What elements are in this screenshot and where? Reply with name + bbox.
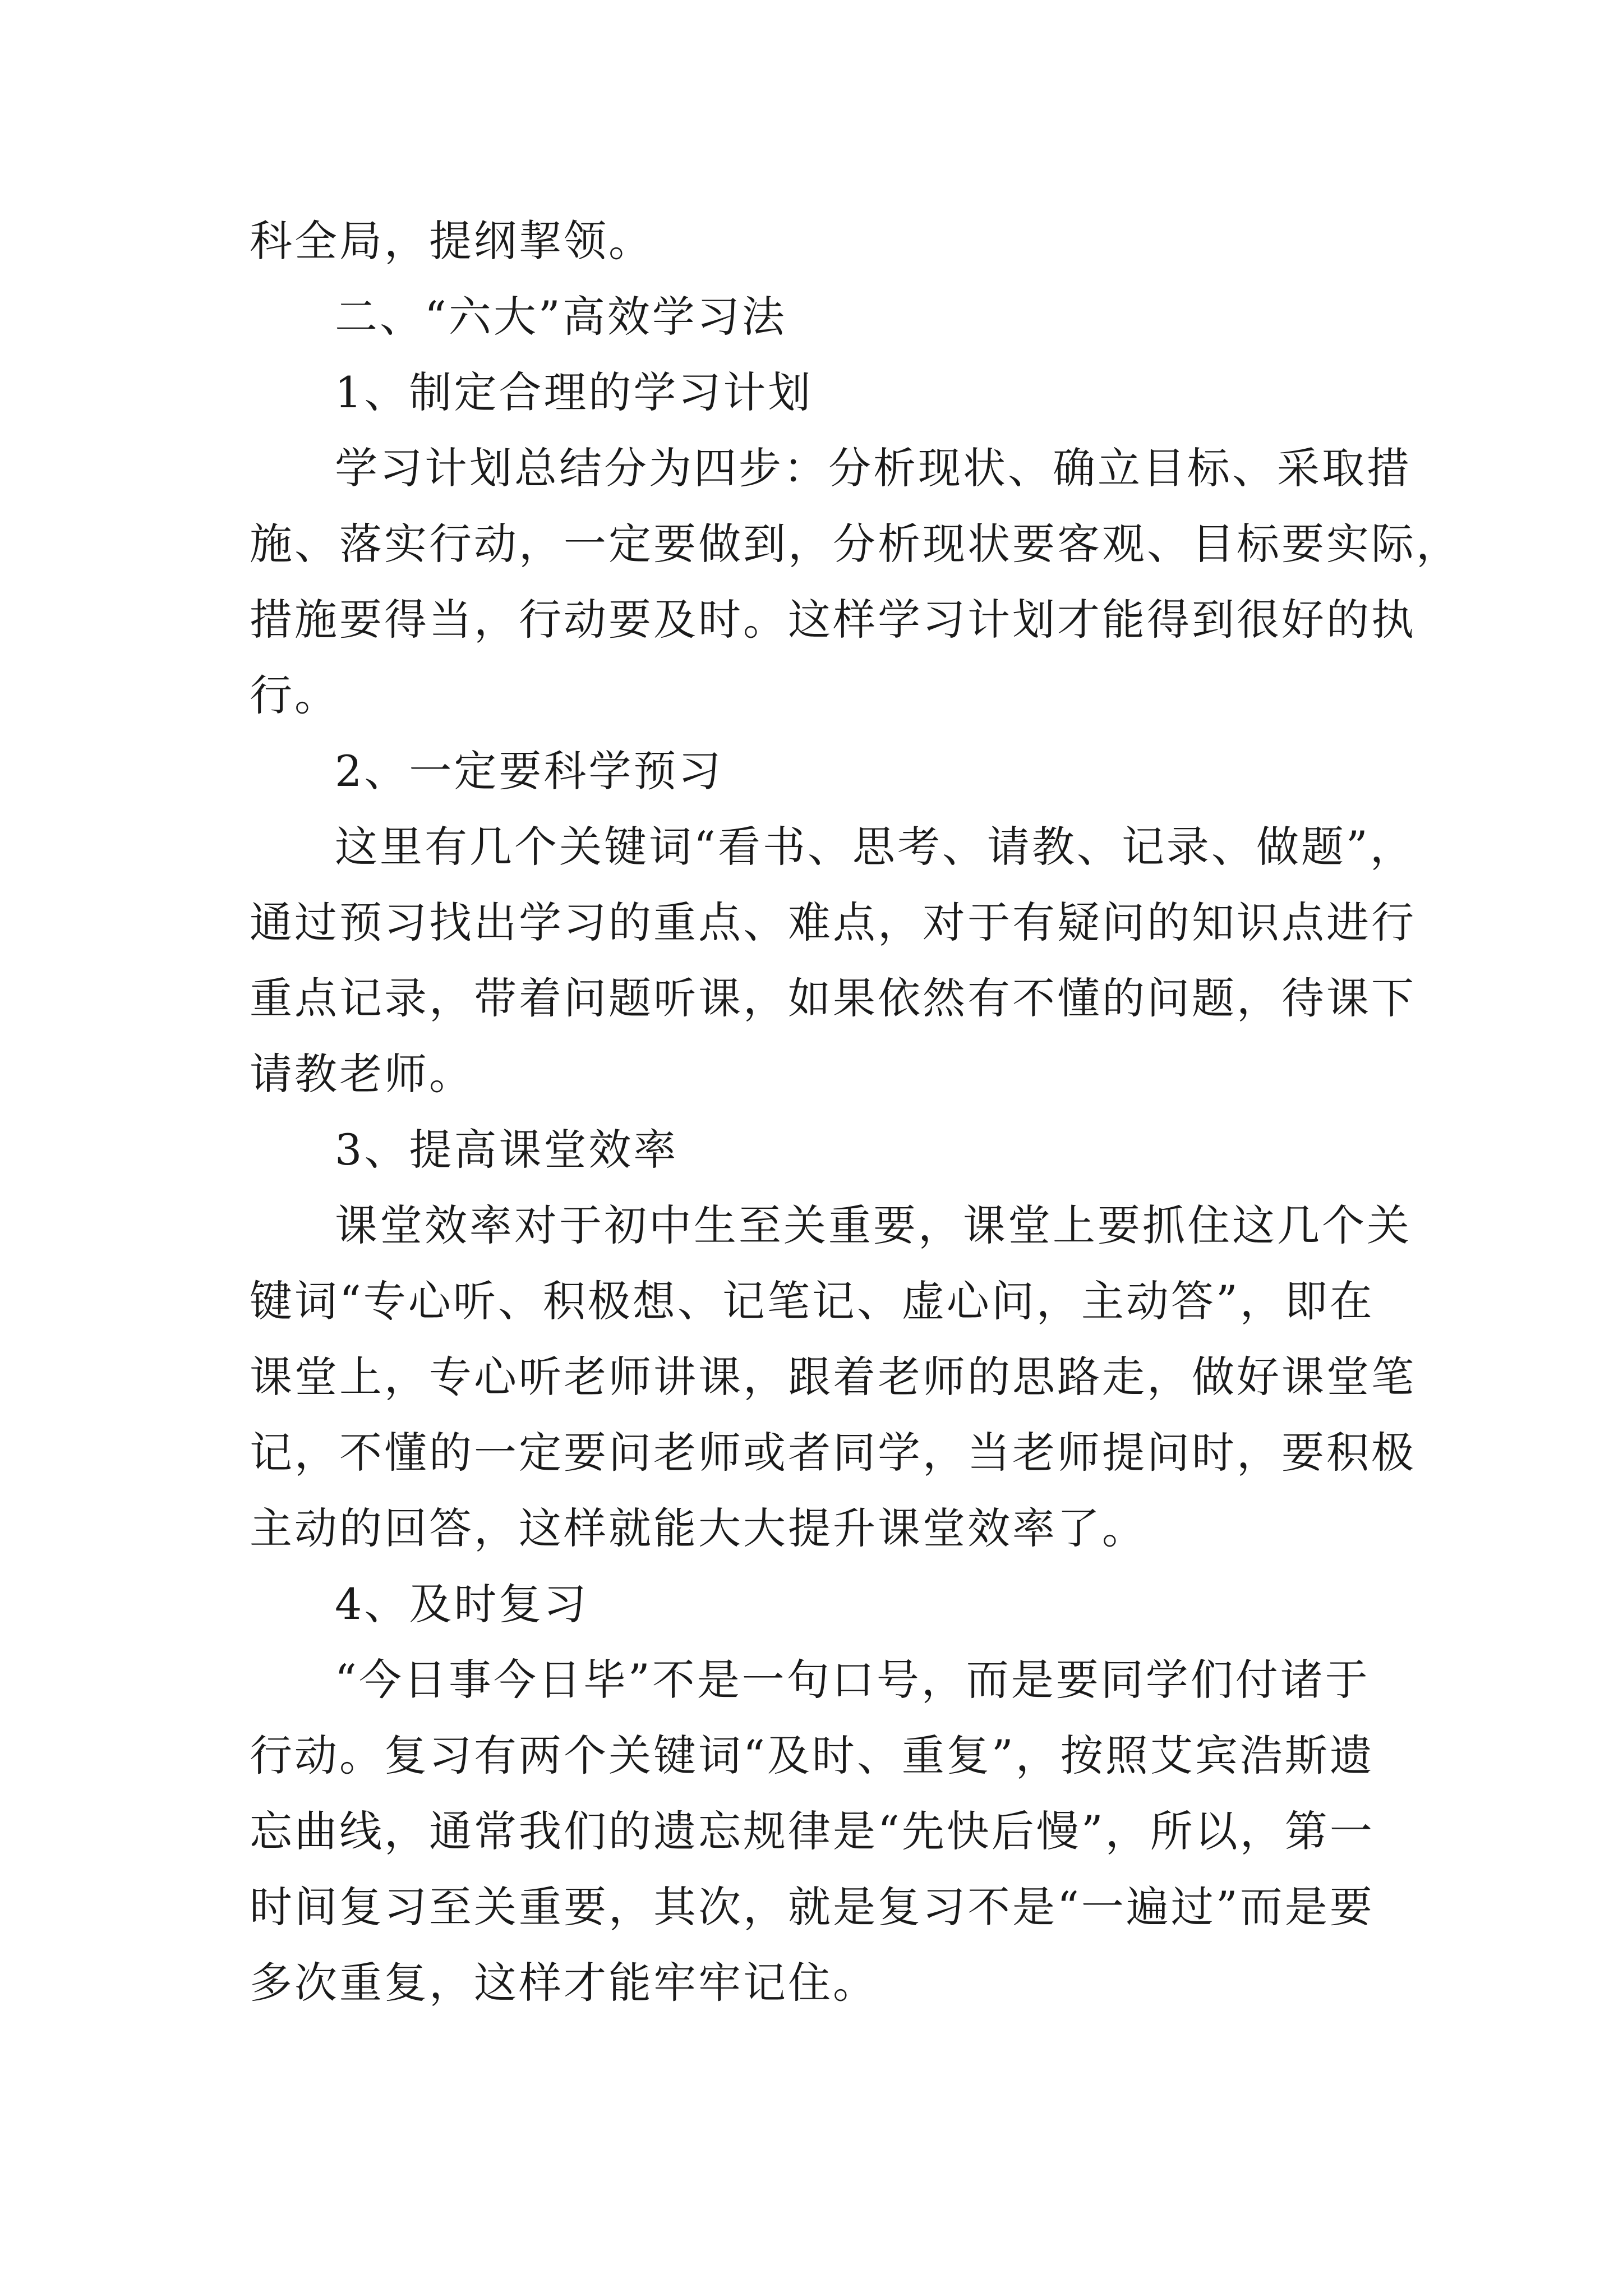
text-line: 忘曲线，通常我们的遗忘规律是“先快后慢”，所以，第一 xyxy=(250,1806,1375,1856)
text-line: 行动。复习有两个关键词“及时、重复”，按照艾宾浩斯遗 xyxy=(250,1731,1375,1780)
text-line: 多次重复，这样才能牢牢记住。 xyxy=(250,1958,878,2008)
subheading: 1、制定合理的学习计划 xyxy=(335,367,813,417)
text-line: 通过预习找出学习的重点、难点，对于有疑问的知识点进行 xyxy=(250,898,1416,947)
subheading: 3、提高课堂效率 xyxy=(335,1125,679,1175)
text-line: 请教老师。 xyxy=(250,1049,474,1099)
text-line: 行。 xyxy=(250,670,339,720)
subheading: 4、及时复习 xyxy=(335,1579,589,1629)
subheading: 2、一定要科学预习 xyxy=(335,746,723,796)
text-line: 科全局，提纲挈领。 xyxy=(250,216,653,266)
text-line: 课堂上，专心听老师讲课，跟着老师的思路走，做好课堂笔 xyxy=(250,1352,1416,1402)
text-line: 记，不懂的一定要问老师或者同学，当老师提问时，要积极 xyxy=(250,1428,1416,1478)
text-line: 时间复习至关重要，其次，就是复习不是“一遍过”而是要 xyxy=(250,1882,1375,1932)
text-line: 学习计划总结分为四步：分析现状、确立目标、采取措 xyxy=(335,443,1412,493)
document-body xyxy=(250,203,1461,2021)
text-line: 主动的回答，这样就能大大提升课堂效率了。 xyxy=(250,1503,1147,1553)
text-line: “今日事今日毕”不是一句口号，而是要同学们付诸于 xyxy=(335,1655,1370,1705)
text-line: 重点记录，带着问题听课，如果依然有不懂的问题，待课下 xyxy=(250,973,1416,1023)
text-line: 键词“专心听、积极想、记笔记、虚心问，主动答”，即在 xyxy=(250,1276,1375,1326)
text-line: 这里有几个关键词“看书、思考、请教、记录、做题”， xyxy=(335,822,1415,872)
text-line: 措施要得当，行动要及时。这样学习计划才能得到很好的执 xyxy=(250,595,1416,645)
text-line: 课堂效率对于初中生至关重要，课堂上要抓住这几个关 xyxy=(335,1200,1412,1250)
text-line: 施、落实行动，一定要做到，分析现状要客观、目标要实际， xyxy=(250,519,1461,569)
section-heading: 二、“六大”高效学习法 xyxy=(335,292,787,342)
